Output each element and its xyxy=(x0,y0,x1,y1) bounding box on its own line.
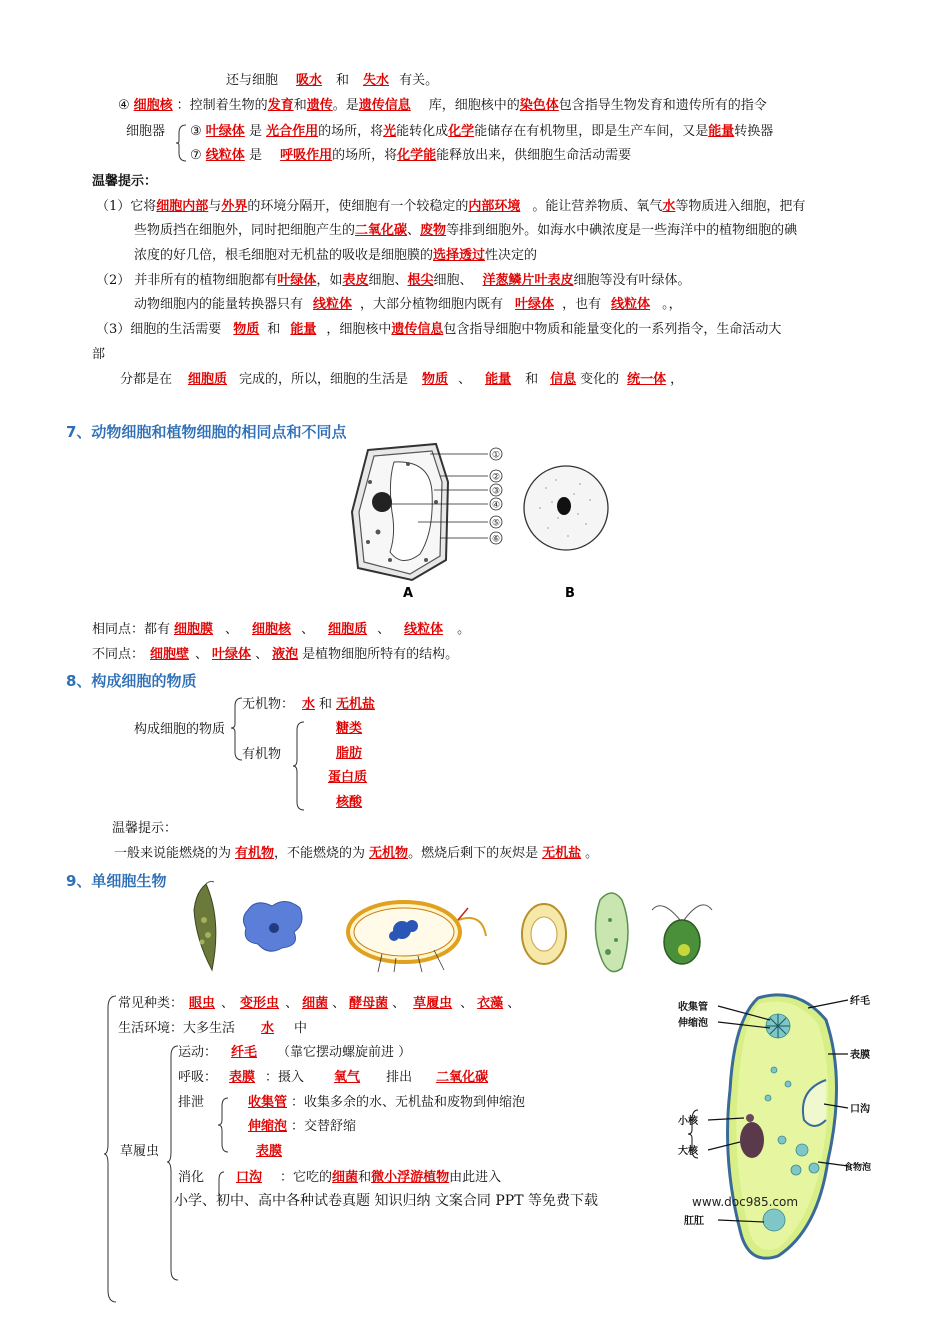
tip-p3c: 分都是在 细胞质 完成的，所以，细胞的生活是 物质 、 能量 和 信息 变化的 统一体 ， xyxy=(120,372,684,387)
brace-unicellular xyxy=(104,994,118,1304)
organic-fat: 脂肪 xyxy=(336,746,363,761)
organism-images xyxy=(182,880,722,975)
label-collecting-canal: 收集管 xyxy=(678,1002,708,1013)
excretion-3: 表膜 xyxy=(256,1144,283,1159)
yeast-image xyxy=(522,904,566,964)
tip2-text: 一般来说能燃烧的为 有机物，不能燃烧的为 无机物。燃烧后剩下的灰烬是 无机盐 。 xyxy=(114,846,599,861)
inorganic-line: 无机物： 水 和 无机盐 xyxy=(242,697,376,712)
chlamydomonas-image xyxy=(652,905,712,964)
line-nucleus: ④ 细胞核 ：控制着生物的发育和遗传。是遗传信息 库，细胞核中的染色体包含指导生物发育和遗传所有的指令 xyxy=(118,98,767,113)
tip-p1a: （1）它将细胞内部与外界的环境分隔开，使细胞有一个较稳定的内部环境 。能让营养物质、氧气水等物质进入细胞，把有 xyxy=(96,199,806,214)
line-water: 还与细胞 吸水 和 失水 有关。 xyxy=(226,73,439,88)
section-9-title: 9、单细胞生物 xyxy=(66,872,167,890)
tip2-title: 温馨提示： xyxy=(112,821,178,836)
line-mitochondria: ⑦ 线粒体 是 呼吸作用的场所，将化学能能释放出来，供细胞生命活动需要 xyxy=(190,148,632,163)
label-pellicle: 表膜 xyxy=(850,1050,870,1061)
bacterium-image xyxy=(348,902,486,972)
brace-excretion xyxy=(218,1096,230,1154)
respiration-line: 呼吸： 表膜 ：摄入 氧气 排出 二氧化碳 xyxy=(178,1070,489,1085)
species-line: 常见种类： 眼虫 、 变形虫 、 细菌 、 酵母菌 、 草履虫 、 衣藻 、 xyxy=(118,996,521,1011)
caption-b: B xyxy=(565,586,575,601)
label-anal-pore: 肛肛 xyxy=(684,1216,704,1227)
excretion-label: 排泄 xyxy=(178,1095,205,1110)
substance-root: 构成细胞的物质 xyxy=(134,722,226,737)
section-7-title: 7、动物细胞和植物细胞的相同点和不同点 xyxy=(66,423,347,441)
organic-nucleic-acid: 核酸 xyxy=(336,795,363,810)
tip-p2a: （2） 并非所有的植物细胞都有叶绿体，如表皮细胞、根尖细胞、 洋葱鳞片叶表皮细胞等没有叶绿体。 xyxy=(96,273,691,288)
environment-line: 生活环境：大多生活 水 中 xyxy=(118,1021,308,1036)
digestion-line: 消化 口沟 ：它吃的细菌和微小浮游植物由此进入 xyxy=(178,1170,502,1185)
label-5: ⑤ xyxy=(491,518,501,529)
organic-protein: 蛋白质 xyxy=(328,770,368,785)
label-3: ③ xyxy=(491,486,501,497)
label-food-vacuole: 食物泡 xyxy=(844,1163,872,1173)
label-oral-groove: 口沟 xyxy=(850,1104,870,1115)
caption-a: A xyxy=(402,586,414,601)
tip-p2b: 动物细胞内的能量转换器只有 线粒体 ，大部分植物细胞内既有 叶绿体 ，也有 线粒体 。， xyxy=(134,297,682,312)
organelle-label: 细胞器 xyxy=(126,124,166,139)
tip-title: 温馨提示： xyxy=(92,174,158,189)
macronucleus xyxy=(740,1122,764,1158)
paramecium-diagram xyxy=(678,990,878,1270)
watermark: www.doc985.com xyxy=(692,1195,799,1209)
organic-label: 有机物 xyxy=(242,747,282,762)
cell-diagram xyxy=(350,442,630,602)
excretion-1: 收集管 ：收集多余的水、无机盐和废物到伸缩泡 xyxy=(248,1095,526,1110)
section-8-title: 8、构成细胞的物质 xyxy=(66,672,197,690)
diff-points: 不同点： 细胞壁 、 叶绿体 、 液泡 是植物细胞所特有的结构。 xyxy=(92,647,459,662)
label-contractile-vacuole: 伸缩泡 xyxy=(678,1018,708,1029)
motion-line: 运动： 纤毛 （靠它摆动螺旋前进 ） xyxy=(178,1045,412,1060)
paramecium-label: 草履虫 xyxy=(120,1144,160,1159)
excretion-2: 伸缩泡 ：交替舒缩 xyxy=(248,1119,357,1134)
paramecium-image xyxy=(595,893,628,972)
animal-nucleus xyxy=(557,497,571,515)
label-micronucleus: 小核 xyxy=(678,1116,698,1127)
tip-p1b: 些物质挡在细胞外，同时把细胞产生的二氧化碳、废物等排到细胞外。如海水中碘浓度是一些海洋中的植物细胞的碘 xyxy=(134,223,798,238)
tip-p3b: 部 xyxy=(92,347,106,362)
line-chloroplast: ③ 叶绿体 是 光合作用的场所，将光能转化成化学能储存在有机物里，即是生产车间，又是能量转换器 xyxy=(190,124,774,139)
amoeba-image xyxy=(243,901,302,951)
tip-p3a: （3）细胞的生活需要 物质 和 能量 ，细胞核中遗传信息包含指导细胞中物质和能量变化的一系列指令，生命活动大 xyxy=(96,322,782,337)
label-1: ① xyxy=(491,450,501,461)
tip-p1c: 浓度的好几倍，根毛细胞对无机盐的吸收是细胞膜的选择透过性决定的 xyxy=(134,248,538,263)
label-macronucleus: 大核 xyxy=(678,1146,698,1157)
organic-sugar: 糖类 xyxy=(336,721,363,736)
same-points: 相同点：都有 细胞膜 、 细胞核 、 细胞质 、 线粒体 。 xyxy=(92,622,471,637)
footer-ad: 小学、初中、高中各种试卷真题 知识归纳 文案合同 PPT 等免费下载 xyxy=(174,1193,598,1209)
label-cilia: 纤毛 xyxy=(850,996,870,1007)
organelle-brace xyxy=(176,123,188,163)
plant-nucleus xyxy=(372,492,392,512)
label-2: ② xyxy=(491,472,501,483)
label-4: ④ xyxy=(491,500,501,511)
label-6: ⑥ xyxy=(491,534,501,545)
euglena-image xyxy=(194,881,216,970)
brace-organic xyxy=(292,720,306,812)
